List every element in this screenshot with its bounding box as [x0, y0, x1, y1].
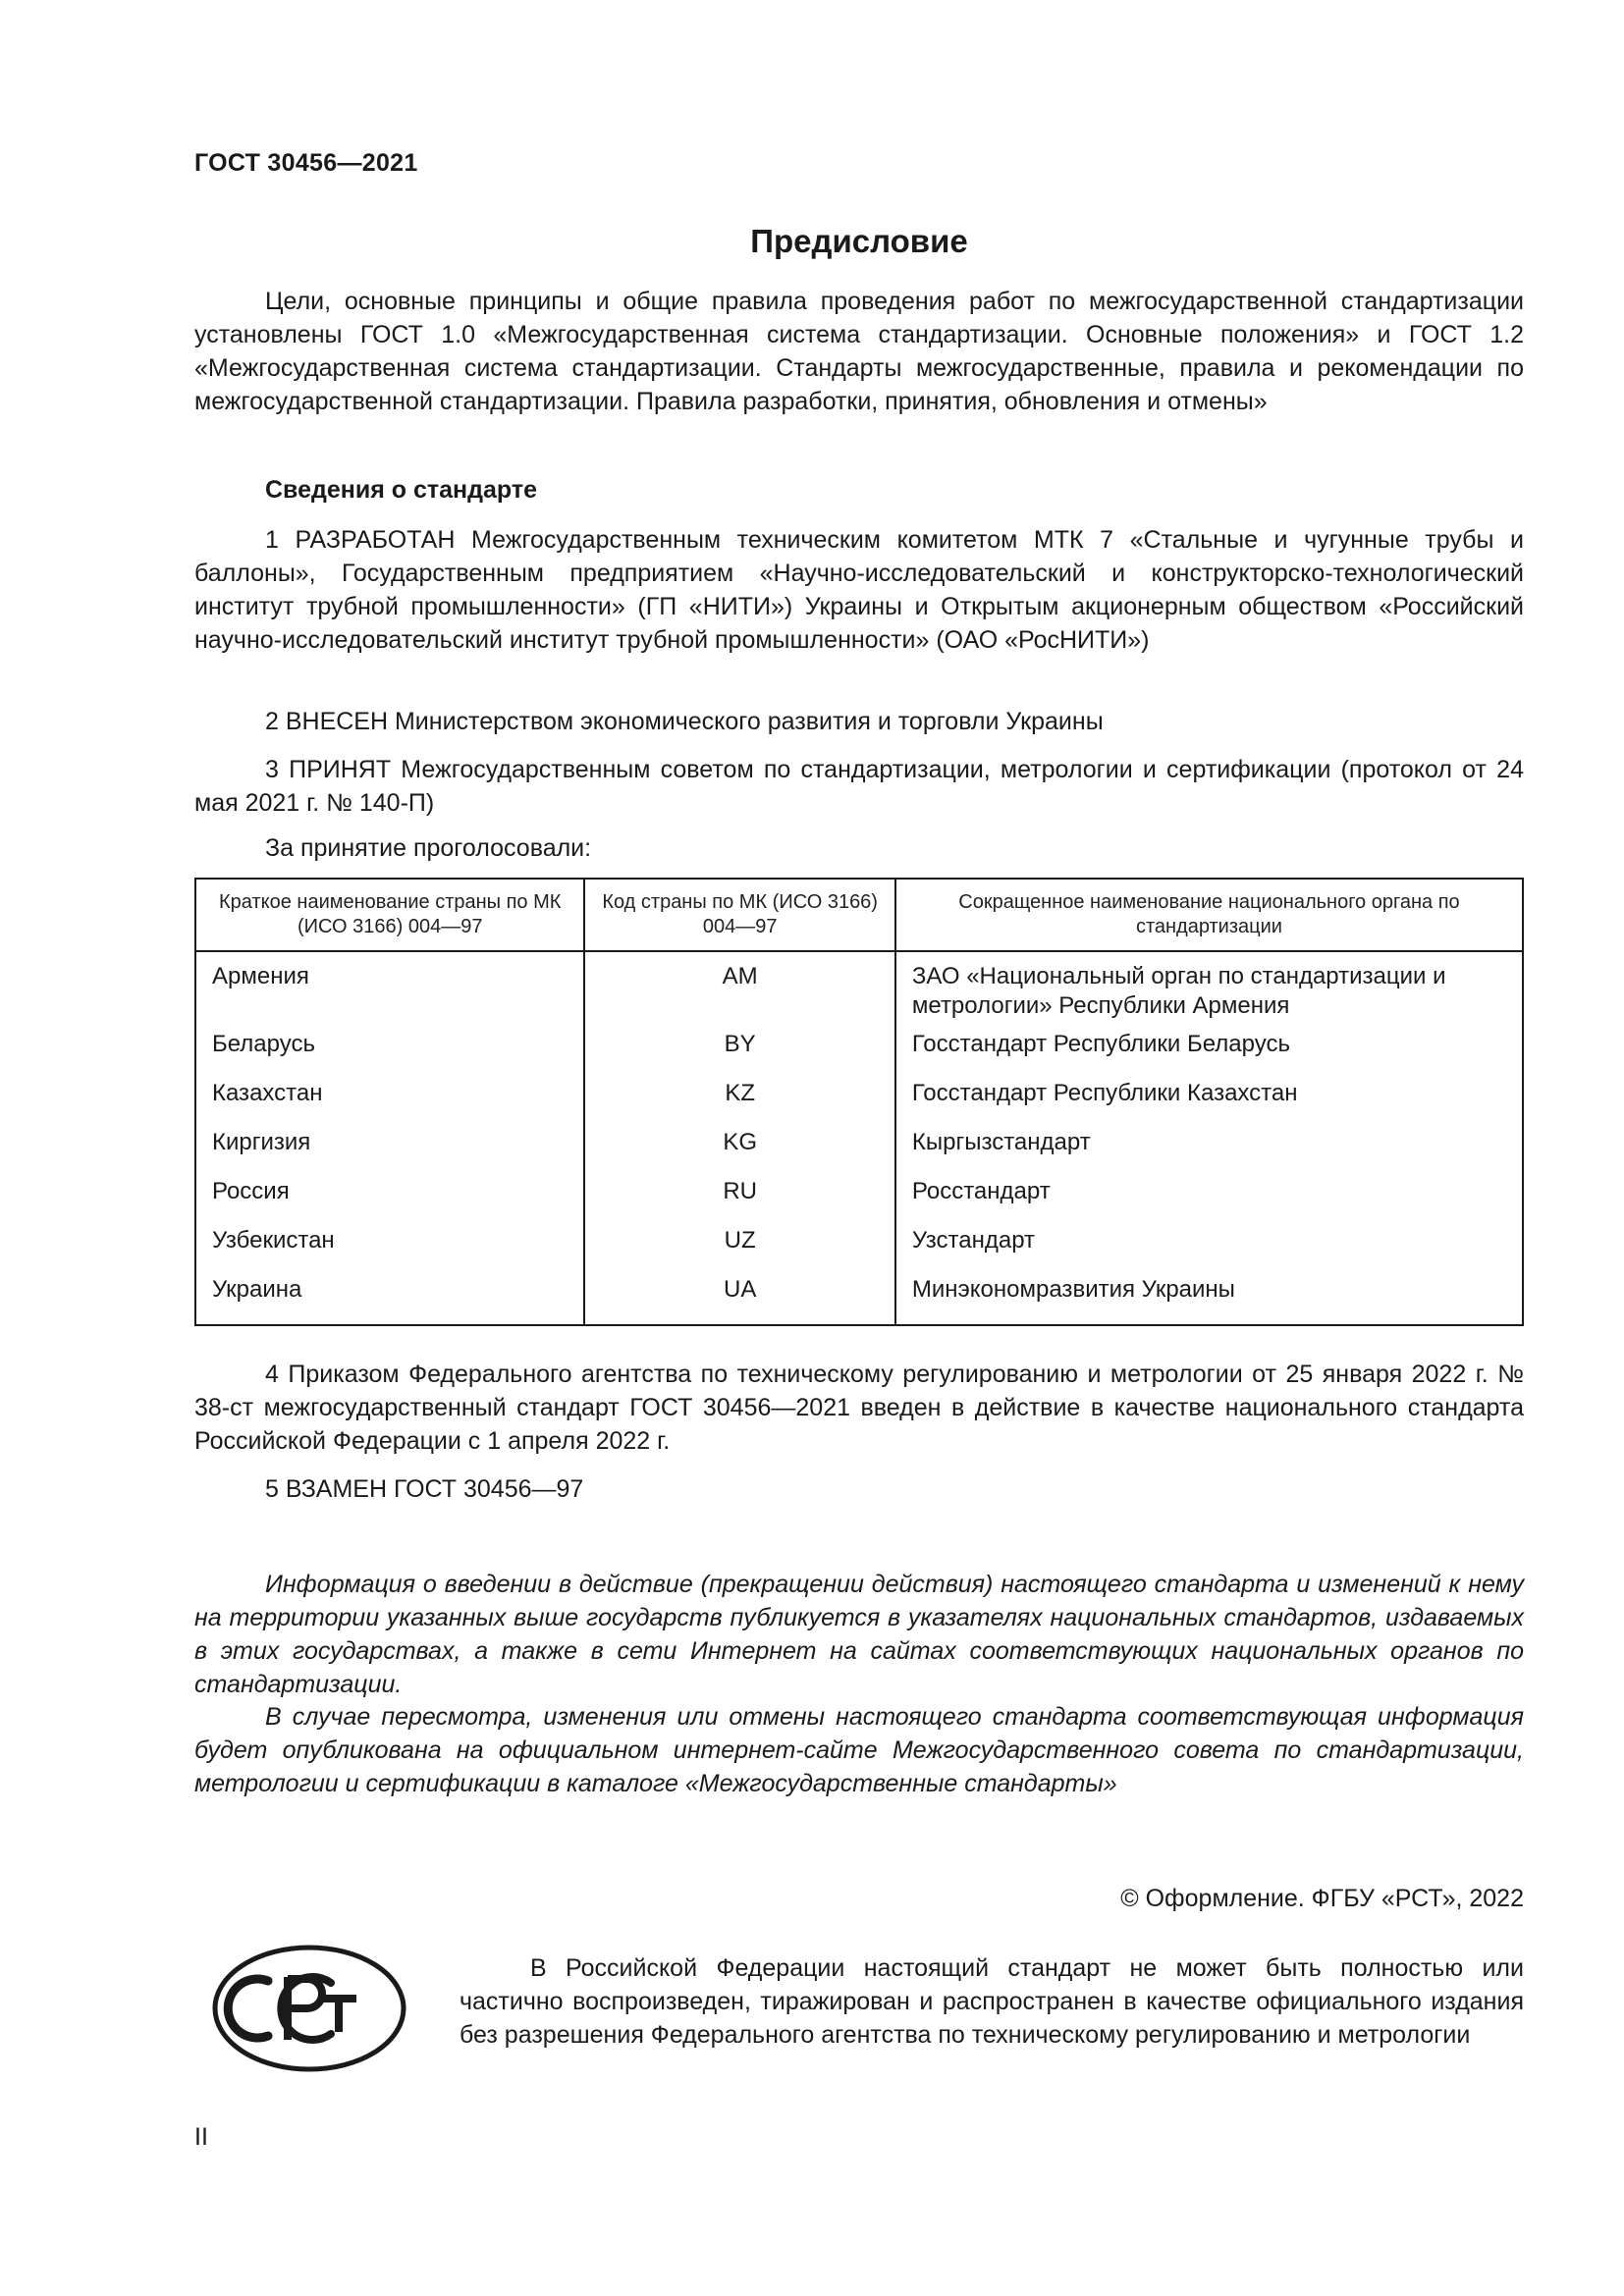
country-cell: Казахстан — [195, 1079, 584, 1128]
info-note-paragraph-2: В случае пересмотра, изменения или отмены настоящего стандарта соответствующая информация будет опубликована на официальном интернет-сайте Межгосударственного совета по стандартизации, метрологии и сертификации в каталоге «Межгосударственные стандарты» — [194, 1703, 1524, 1797]
body-cell: Госстандарт Республики Беларусь — [895, 1030, 1523, 1079]
standard-info-heading: Сведения о стандарте — [265, 476, 538, 504]
body-cell: Узстандарт — [895, 1226, 1523, 1275]
code-cell: RU — [584, 1177, 894, 1226]
table-row — [195, 1128, 1523, 1177]
table-row — [195, 1030, 1523, 1079]
item-2-paragraph: 2 ВНЕСЕН Министерством экономического развития и торговли Украины — [265, 708, 1104, 735]
reproduction-notice: В Российской Федерации настоящий стандарт не может быть полностью или частично воспроизведен, тиражирован и распространен в качестве официального издания без разрешения Федерального агентства по техническому регулированию и метрологии — [460, 1954, 1524, 2049]
table-row — [195, 1177, 1523, 1226]
body-cell: Росстандарт — [895, 1177, 1523, 1226]
column-header-code: Код страны по МК (ИСО 3166) 004—97 — [584, 879, 894, 951]
voted-label: За принятие проголосовали: — [265, 834, 592, 862]
table-row — [195, 1079, 1523, 1128]
body-cell: Кыргызстандарт — [895, 1128, 1523, 1177]
body-cell: Минэкономразвития Украины — [895, 1275, 1523, 1325]
country-cell: Армения — [195, 951, 584, 1030]
code-cell: AM — [584, 951, 894, 1030]
info-note-paragraph-1: Информация о введении в действие (прекращении действия) настоящего стандарта и изменений к нему на территории указанных выше государств публикуется в указателях национальных стандартов, издаваемых в этих государствах, а также в сети Интернет на сайтах соответствующих национальных органов по стандартизации. — [194, 1571, 1524, 1698]
table-row — [195, 951, 1523, 1030]
country-cell: Беларусь — [195, 1030, 584, 1079]
country-cell: Украина — [195, 1275, 584, 1325]
copyright-notice: © Оформление. ФГБУ «РСТ», 2022 — [1120, 1885, 1524, 1912]
column-header-country: Краткое наименование страны по МК (ИСО 3166) 004—97 — [195, 879, 584, 951]
page-title: Предисловие — [750, 223, 968, 259]
body-cell: Госстандарт Республики Казахстан — [895, 1079, 1523, 1128]
code-cell: UA — [584, 1275, 894, 1325]
voting-countries-table — [194, 878, 1524, 1326]
item-4-paragraph: 4 Приказом Федерального агентства по техническому регулированию и метрологии от 25 января 2022 г. № 38-ст межгосударственный стандарт ГОСТ 30456—2021 введен в действие в качестве национального стандарта Российской Федерации с 1 апреля 2022 г. — [194, 1361, 1524, 1455]
code-cell: UZ — [584, 1226, 894, 1275]
page-number: II — [194, 2123, 208, 2151]
item-3-paragraph: 3 ПРИНЯТ Межгосударственным советом по стандартизации, метрологии и сертификации (протокол от 24 мая 2021 г. № 140-П) — [194, 756, 1524, 817]
item-5-paragraph: 5 ВЗАМЕН ГОСТ 30456—97 — [265, 1475, 584, 1503]
country-cell: Россия — [195, 1177, 584, 1226]
table-header-row — [195, 879, 1523, 951]
code-cell: KZ — [584, 1079, 894, 1128]
rst-logo-icon — [211, 1944, 407, 2073]
document-code: ГОСТ 30456—2021 — [194, 149, 418, 177]
intro-paragraph: Цели, основные принципы и общие правила проведения работ по межгосударственной стандартизации установлены ГОСТ 1.0 «Межгосударственная система стандартизации. Основные положения» и ГОСТ 1.2 «Межгосударственная система стандартизации. Стандарты межгосударственные, правила и рекомендации по межгосударственной стандартизации. Правила разработки, принятия, обновления и отмены» — [194, 288, 1524, 415]
item-1-paragraph: 1 РАЗРАБОТАН Межгосударственным техническим комитетом МТК 7 «Стальные и чугунные трубы и баллоны», Государственным предприятием «Научно-исследовательский и конструкторско-технологический институт трубной промышленности» (ГП «НИТИ») Украины и Открытым акционерным обществом «Российский научно-исследовательский институт трубной промышленности» (ОАО «РосНИТИ») — [194, 526, 1524, 654]
table-row — [195, 1275, 1523, 1325]
country-cell: Киргизия — [195, 1128, 584, 1177]
code-cell: BY — [584, 1030, 894, 1079]
column-header-body: Сокращенное наименование национального органа по стандартизации — [895, 879, 1523, 951]
table-row — [195, 1226, 1523, 1275]
body-cell: ЗАО «Национальный орган по стандартизации и метрологии» Республики Армения — [895, 951, 1523, 1030]
country-cell: Узбекистан — [195, 1226, 584, 1275]
code-cell: KG — [584, 1128, 894, 1177]
